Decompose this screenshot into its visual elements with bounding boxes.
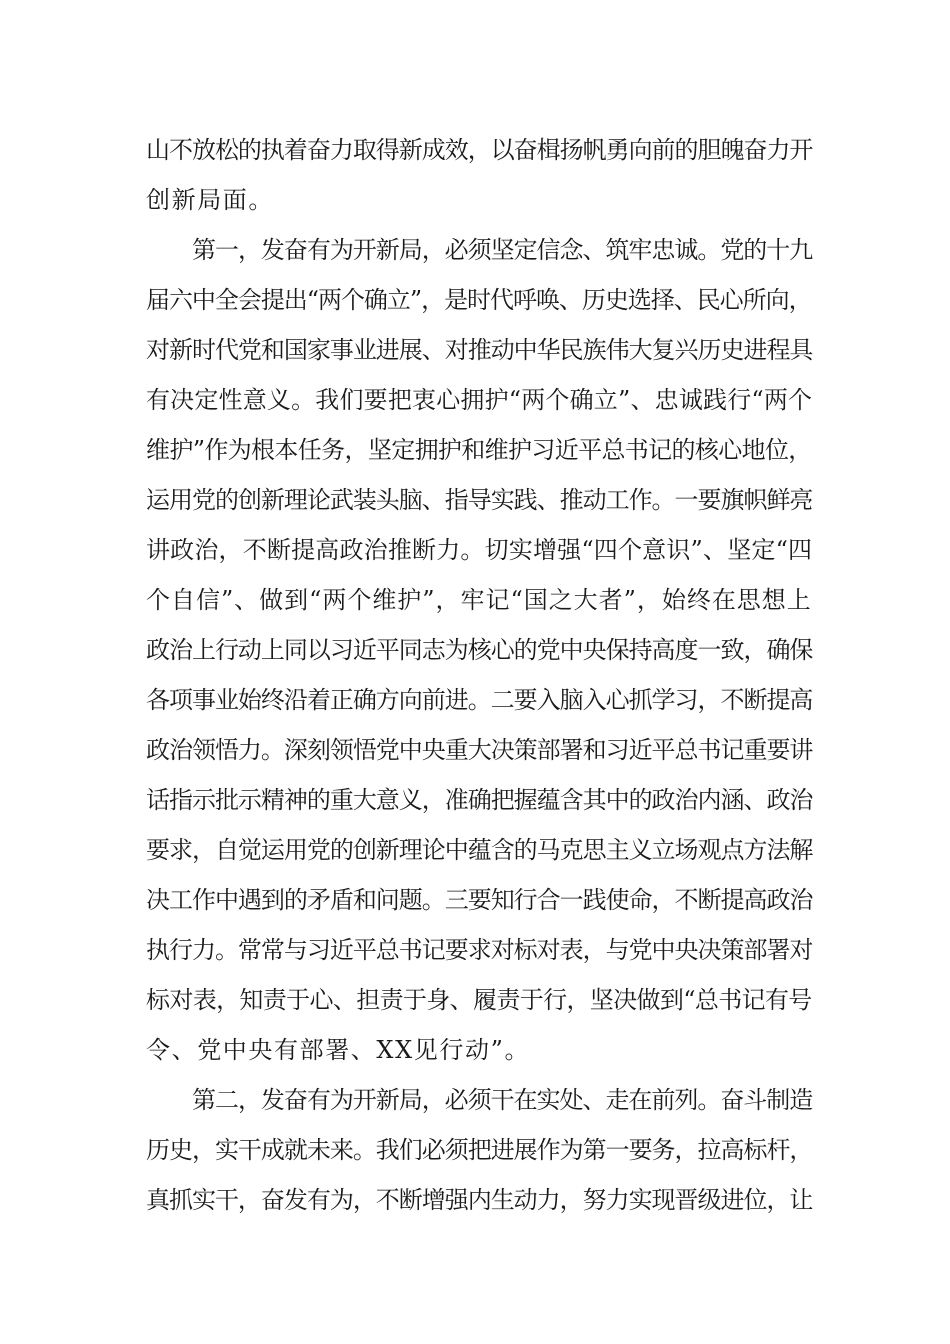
text-line: 对新时代党和国家事业进展、对推动中华民族伟大复兴历史进程具 [146, 336, 813, 364]
paragraph-first-line: 第二，发奋有为开新局，必须干在实处、走在前列。奋斗制造 [192, 1086, 813, 1114]
text-line: 运用党的创新理论武装头脑、指导实践、推动工作。一要旗帜鲜亮 [146, 486, 813, 514]
text-line: 决工作中遇到的矛盾和问题。三要知行合一践使命，不断提高政治 [146, 886, 813, 914]
text-line: 话指示批示精神的重大意义，准确把握蕴含其中的政治内涵、政治 [146, 786, 813, 814]
paragraph-first-line: 第一，发奋有为开新局，必须坚定信念、筑牢忠诚。党的十九 [192, 236, 813, 264]
text-line: 个自信”、做到“两个维护”，牢记“国之大者”，始终在思想上 [146, 586, 812, 614]
text-line: 历史，实干成就未来。我们必须把进展作为第一要务，拉高标杆， [146, 1136, 813, 1164]
text-line: 维护”作为根本任务，坚定拥护和维护习近平总书记的核心地位， [146, 436, 812, 464]
text-line: 标对表，知责于心、担责于身、履责于行，坚决做到“总书记有号 [146, 986, 812, 1014]
text-line: 各项事业始终沿着正确方向前进。二要入脑入心抓学习，不断提高 [146, 686, 813, 714]
text-line: 创新局面。 [146, 186, 274, 214]
text-line: 山不放松的执着奋力取得新成效，以奋楫扬帆勇向前的胆魄奋力开 [146, 136, 813, 164]
text-line: 执行力。常常与习近平总书记要求对标对表，与党中央决策部署对 [146, 936, 813, 964]
text-line: 讲政治，不断提高政治推断力。切实增强“四个意识”、坚定“四 [146, 536, 813, 564]
text-line: 真抓实干，奋发有为，不断增强内生动力，努力实现晋级进位，让 [146, 1186, 813, 1214]
text-line: 有决定性意义。我们要把衷心拥护“两个确立”、忠诚践行“两个 [146, 386, 813, 414]
text-line: 届六中全会提出“两个确立”，是时代呼唤、历史选择、民心所向， [146, 286, 812, 314]
text-line: 政治上行动上同以习近平同志为核心的党中央保持高度一致，确保 [146, 636, 813, 664]
text-line: 令、党中央有部署、XX见行动”。 [146, 1036, 531, 1064]
text-line: 要求，自觉运用党的创新理论中蕴含的马克思主义立场观点方法解 [146, 836, 813, 864]
text-line: 政治领悟力。深刻领悟党中央重大决策部署和习近平总书记重要讲 [146, 736, 813, 764]
